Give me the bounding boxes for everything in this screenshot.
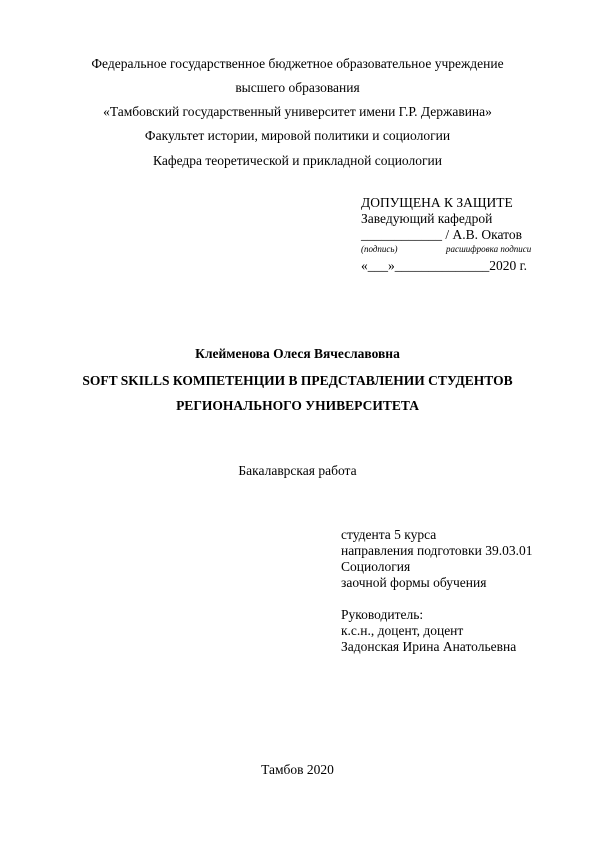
approval-caption-decode: расшифровка подписи [446, 244, 532, 254]
work-title-line-1: SOFT SKILLS КОМПЕТЕНЦИИ В ПРЕДСТАВЛЕНИИ СТУДЕНТОВ [82, 373, 513, 388]
approval-caption-signature: (подпись) [361, 244, 398, 254]
student-line-2: направления подготовки 39.03.01 [341, 543, 533, 558]
approval-head: Заведующий кафедрой [361, 211, 493, 226]
work-type: Бакалаврская работа [238, 463, 357, 478]
header-line-3: «Тамбовский государственный университет имени Г.Р. Державина» [103, 104, 492, 119]
header-line-5: Кафедра теоретической и прикладной социологии [153, 153, 442, 168]
supervisor-degree: к.с.н., доцент, доцент [341, 623, 464, 638]
student-line-1: студента 5 курса [341, 527, 437, 542]
header-line-2: высшего образования [235, 80, 360, 95]
approval-title: ДОПУЩЕНА К ЗАЩИТЕ [361, 195, 513, 210]
approval-signature-line: ____________ / А.В. Окатов [361, 227, 522, 242]
approval-date-line: «___»______________2020 г. [361, 258, 528, 273]
supervisor-name: Задонская Ирина Анатольевна [341, 639, 517, 654]
student-line-3: Социология [341, 559, 411, 574]
header-line-1: Федеральное государственное бюджетное образовательное учреждение [91, 56, 504, 71]
footer-city-year: Тамбов 2020 [261, 762, 334, 777]
header-line-4: Факультет истории, мировой политики и социологии [144, 128, 451, 143]
work-title-line-2: РЕГИОНАЛЬНОГО УНИВЕРСИТЕТА [176, 398, 419, 413]
author-name: Клейменова Олеся Вячеславовна [195, 346, 400, 361]
supervisor-label: Руководитель: [341, 607, 424, 622]
student-line-4: заочной формы обучения [341, 575, 487, 590]
